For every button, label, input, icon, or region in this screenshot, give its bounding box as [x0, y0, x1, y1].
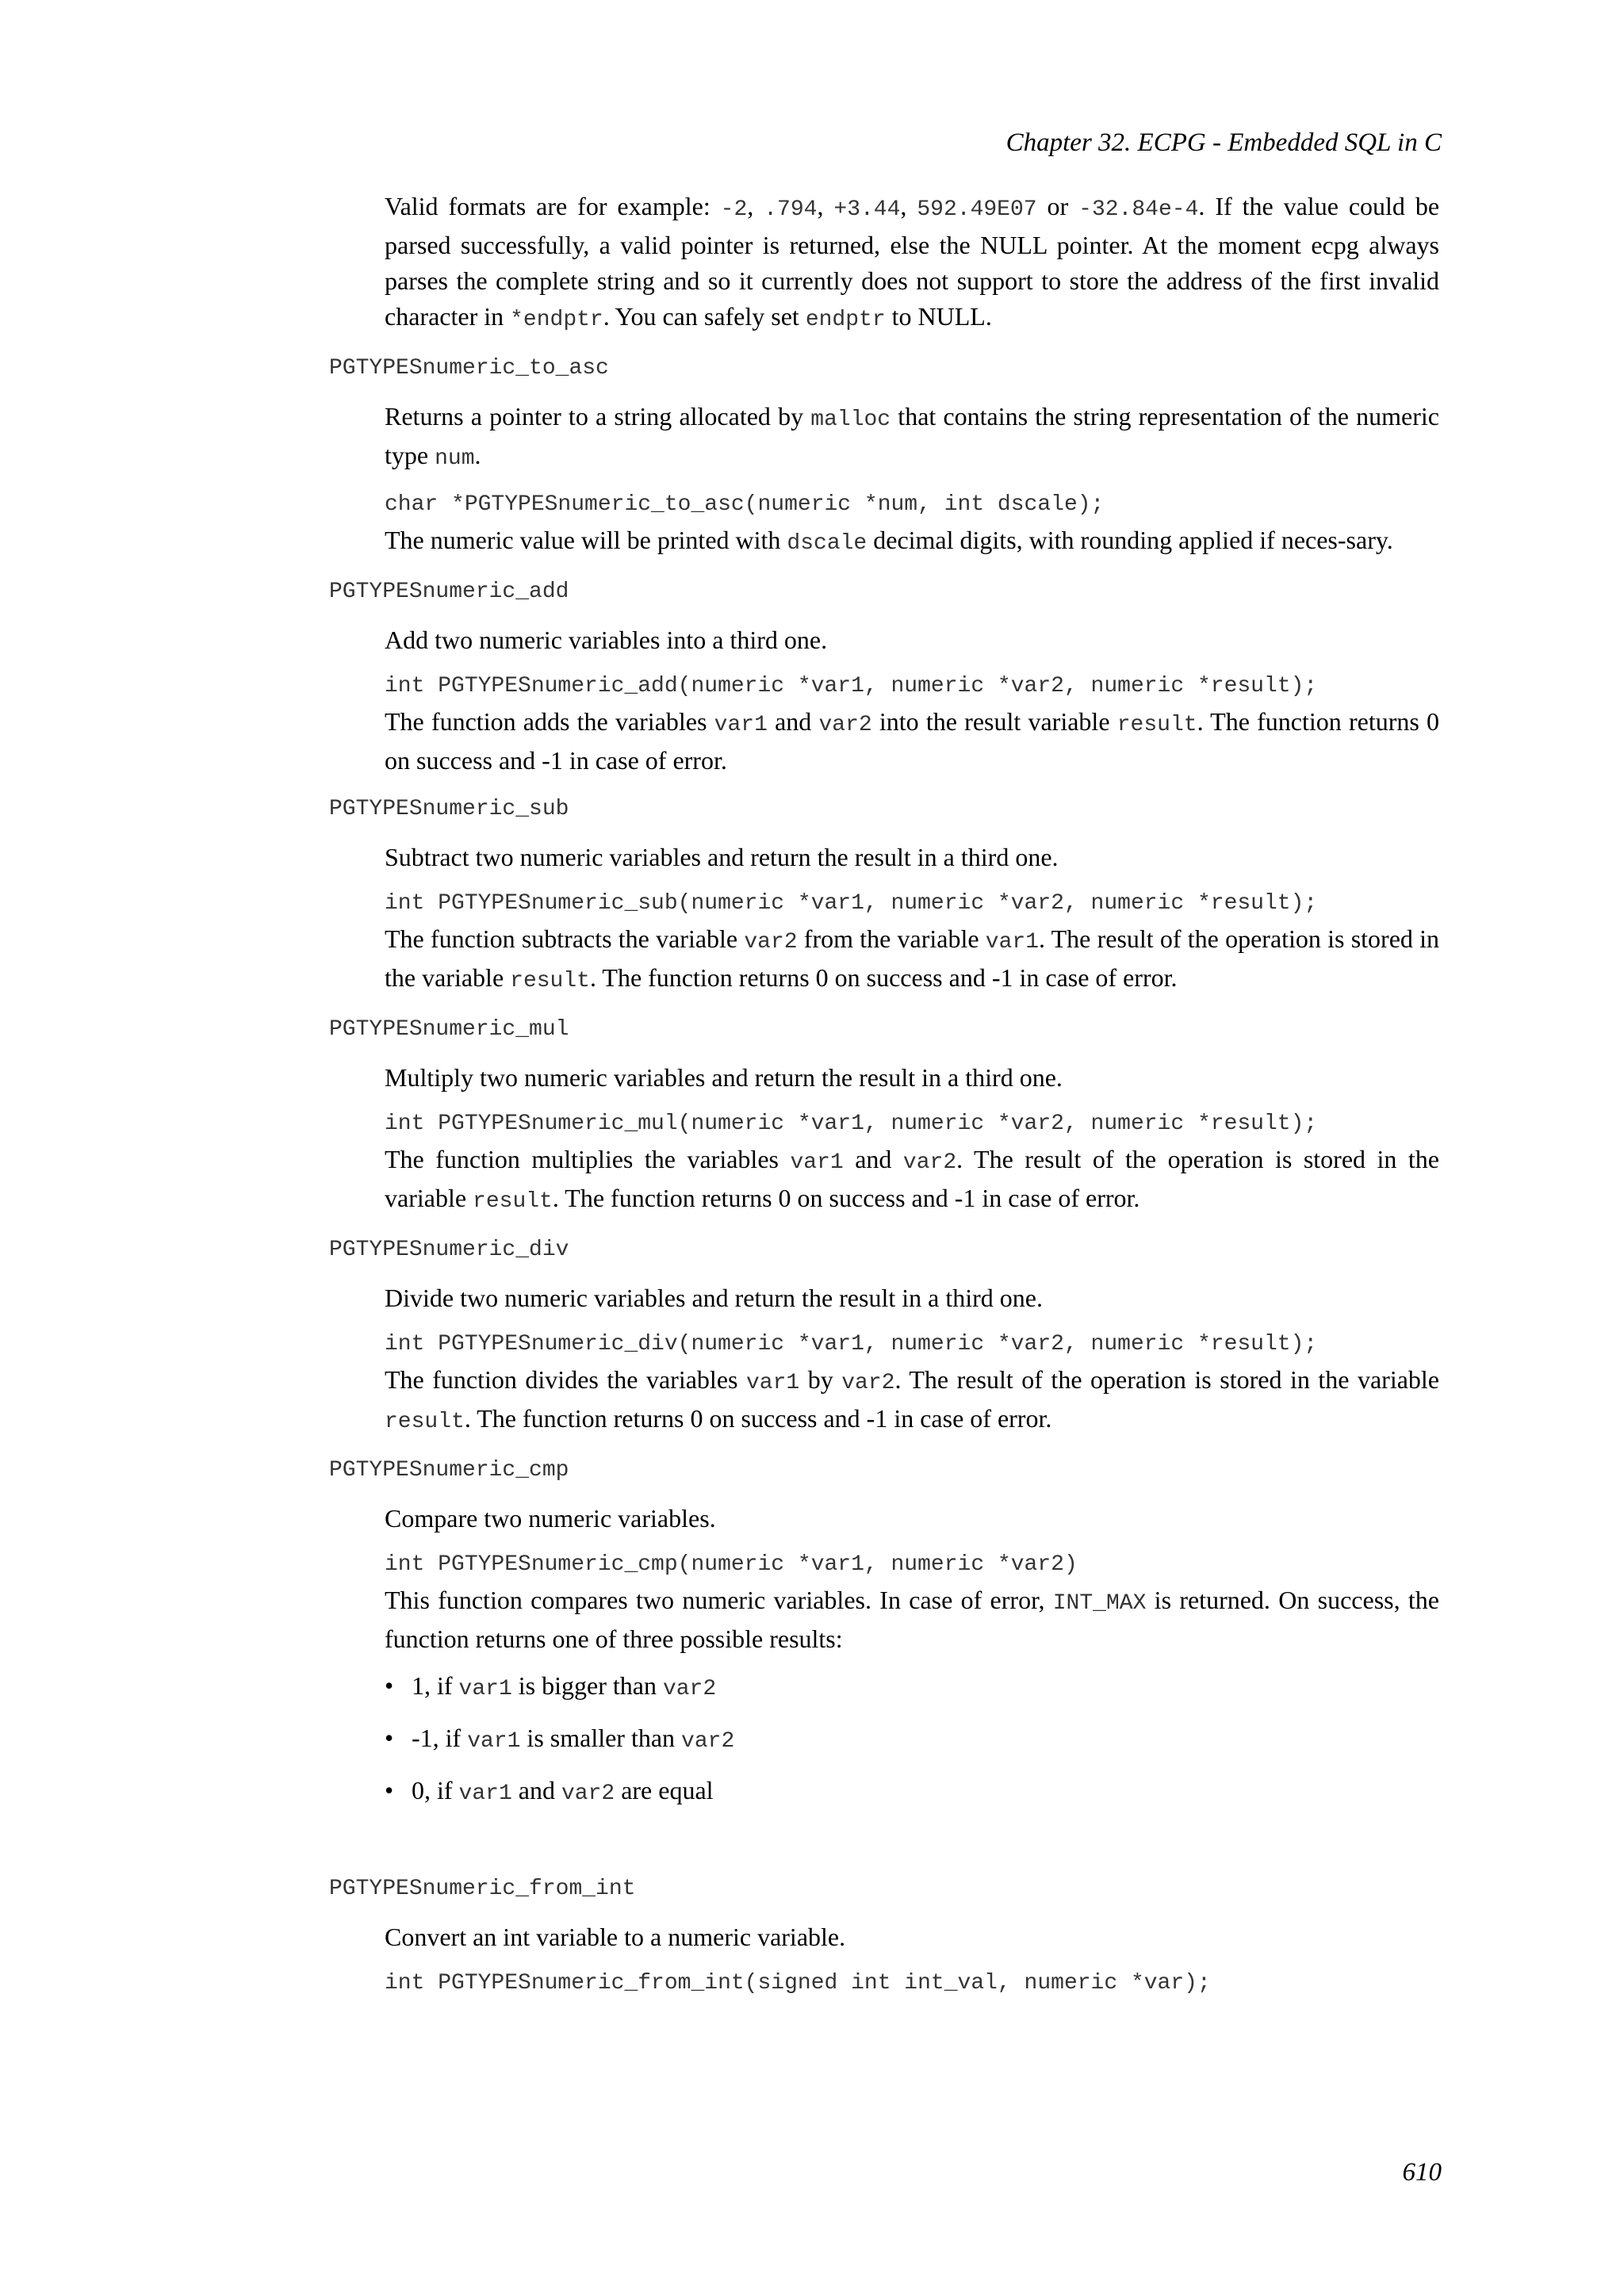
description: Convert an int variable to a numeric variable.	[385, 1923, 846, 1951]
function-term-add: PGTYPESnumeric_add	[329, 580, 569, 604]
code-literal: var1	[790, 1150, 844, 1175]
explanation	[385, 522, 1439, 561]
description: Divide two numeric variables and return the result in a third one.	[385, 1284, 1043, 1312]
list-item	[385, 1773, 1439, 1812]
code-literal: var2	[662, 1677, 717, 1701]
text: into the result variable	[871, 707, 1117, 736]
bullet-icon: •	[385, 1724, 394, 1752]
text: ,	[900, 192, 917, 220]
code-literal: num	[435, 446, 475, 471]
function-term-cmp: PGTYPESnumeric_cmp	[329, 1458, 569, 1483]
explanation	[385, 1582, 1439, 1657]
text: ,	[747, 192, 764, 220]
code-literal: var1	[458, 1781, 512, 1806]
code-literal: var2	[681, 1729, 735, 1754]
text: Valid formats are for example:	[385, 192, 721, 220]
text: is returned. On success, the function returns one of three possible results:	[385, 1586, 1440, 1653]
code-literal: var1	[467, 1729, 521, 1754]
code-literal: .794	[764, 197, 818, 222]
text: . The result of the operation is stored in the variable	[385, 1145, 1440, 1212]
code-literal: var1	[745, 1371, 800, 1395]
list-item	[385, 1720, 1439, 1759]
text: are equal	[615, 1776, 714, 1804]
function-body-add	[385, 622, 1439, 779]
code-literal: var2	[744, 930, 798, 955]
function-synopsis: int PGTYPESnumeric_sub(numeric *var1, numeric *var2, numeric *result);	[385, 891, 1318, 916]
bullet-icon: •	[385, 1776, 394, 1804]
description: Add two numeric variables into a third one.	[385, 626, 828, 654]
function-synopsis: int PGTYPESnumeric_add(numeric *var1, numeric *var2, numeric *result);	[385, 674, 1318, 698]
text: 0, if	[412, 1776, 459, 1804]
code-literal: endptr	[805, 308, 886, 332]
text: . The function returns 0 on success and -1 in case of error.	[552, 1184, 1140, 1212]
explanation	[385, 1362, 1439, 1440]
text: decimal digits, with rounding applied if neces-sary.	[867, 526, 1393, 554]
code-literal: -32.84e-4	[1078, 197, 1199, 222]
code-literal: dscale	[787, 531, 868, 556]
description	[385, 399, 1439, 476]
text: from the variable	[797, 924, 986, 953]
text: by	[799, 1365, 842, 1394]
function-synopsis: int PGTYPESnumeric_from_int(signed int int_val, numeric *var);	[385, 1971, 1211, 1996]
code-literal: var2	[841, 1371, 895, 1395]
text: 1, if	[412, 1671, 459, 1700]
code-literal: 592.49E07	[917, 197, 1037, 222]
text: .	[474, 441, 481, 469]
text: that contains the string representation of the numeric type	[385, 402, 1440, 469]
code-literal: var1	[714, 713, 768, 737]
code-literal: var2	[902, 1150, 957, 1175]
function-term-from-int: PGTYPESnumeric_from_int	[329, 1877, 636, 1901]
explanation	[385, 704, 1439, 779]
description: Subtract two numeric variables and return the result in a third one.	[385, 843, 1059, 871]
description: Compare two numeric variables.	[385, 1504, 716, 1533]
text: The function divides the variables	[385, 1365, 746, 1394]
code-literal: var2	[818, 713, 872, 737]
function-body-to-asc	[385, 399, 1439, 561]
text: . The function returns 0 on success and -1 in case of error.	[464, 1404, 1052, 1433]
function-synopsis: int PGTYPESnumeric_div(numeric *var1, numeric *var2, numeric *result);	[385, 1332, 1318, 1357]
code-literal: +3.44	[833, 197, 901, 222]
text: is bigger than	[511, 1671, 663, 1700]
text: . You can safely set	[603, 302, 806, 331]
function-body-mul	[385, 1060, 1439, 1219]
code-literal: var1	[458, 1677, 512, 1701]
function-body-cmp	[385, 1501, 1439, 1812]
function-synopsis: char *PGTYPESnumeric_to_asc(numeric *num, int dscale);	[385, 492, 1105, 517]
text: The function multiplies the variables	[385, 1145, 791, 1173]
function-synopsis: int PGTYPESnumeric_cmp(numeric *var1, numeric *var2)	[385, 1552, 1078, 1577]
function-synopsis: int PGTYPESnumeric_mul(numeric *var1, numeric *var2, numeric *result);	[385, 1112, 1318, 1136]
explanation	[385, 921, 1439, 999]
text: The numeric value will be printed with	[385, 526, 787, 554]
text: is smaller than	[520, 1724, 682, 1752]
code-literal: malloc	[810, 408, 891, 432]
code-literal: *endptr	[510, 308, 603, 332]
text: The function adds the variables	[385, 707, 714, 736]
page-number: 610	[1402, 2158, 1442, 2187]
text: . The result of the operation is stored in the variable	[894, 1365, 1440, 1394]
code-literal: result	[1116, 713, 1197, 737]
text: . The function returns 0 on success and -1 in case of error.	[589, 963, 1178, 992]
text: The function subtracts the variable	[385, 924, 745, 953]
intro-paragraph	[385, 189, 1439, 338]
code-literal: var2	[561, 1781, 615, 1806]
text: to NULL.	[885, 302, 992, 331]
text: and	[511, 1776, 561, 1804]
running-header: Chapter 32. ECPG - Embedded SQL in C	[1005, 128, 1442, 157]
function-term-to-asc: PGTYPESnumeric_to_asc	[329, 356, 609, 381]
result-list	[385, 1668, 1439, 1812]
page-content	[329, 189, 1439, 2001]
text: ,	[817, 192, 834, 220]
function-term-mul: PGTYPESnumeric_mul	[329, 1017, 569, 1042]
explanation	[385, 1142, 1439, 1219]
text: -1, if	[412, 1724, 468, 1752]
code-literal: var1	[985, 930, 1039, 955]
function-body-div	[385, 1280, 1439, 1440]
text: This function compares two numeric variables. In case of error,	[385, 1586, 1053, 1614]
list-item	[385, 1668, 1439, 1707]
code-literal: -2	[720, 197, 748, 222]
text: . If the value could be parsed successfully, a valid pointer is returned, else the NULL pointer. At the moment ecpg always parses the complete string and so it currently does not support to store the address of the first invalid character in	[385, 192, 1440, 331]
function-body-from-int	[385, 1919, 1439, 2001]
text: . The function returns 0 on success and -1 in case of error.	[385, 707, 1440, 775]
intro-section	[385, 189, 1439, 338]
bullet-icon: •	[385, 1671, 394, 1700]
text: Returns a pointer to a string allocated by	[385, 402, 811, 430]
text: and	[843, 1145, 903, 1173]
code-literal: result	[473, 1189, 553, 1214]
description: Multiply two numeric variables and return the result in a third one.	[385, 1063, 1063, 1092]
function-term-div: PGTYPESnumeric_div	[329, 1238, 569, 1262]
text: and	[767, 707, 819, 736]
function-term-sub: PGTYPESnumeric_sub	[329, 797, 569, 821]
code-literal: result	[510, 969, 590, 993]
function-body-sub	[385, 840, 1439, 999]
code-literal: INT_MAX	[1052, 1591, 1147, 1616]
text: . The result of the operation is stored in the variable	[385, 924, 1440, 992]
code-literal: result	[385, 1410, 465, 1434]
text: or	[1036, 192, 1079, 220]
